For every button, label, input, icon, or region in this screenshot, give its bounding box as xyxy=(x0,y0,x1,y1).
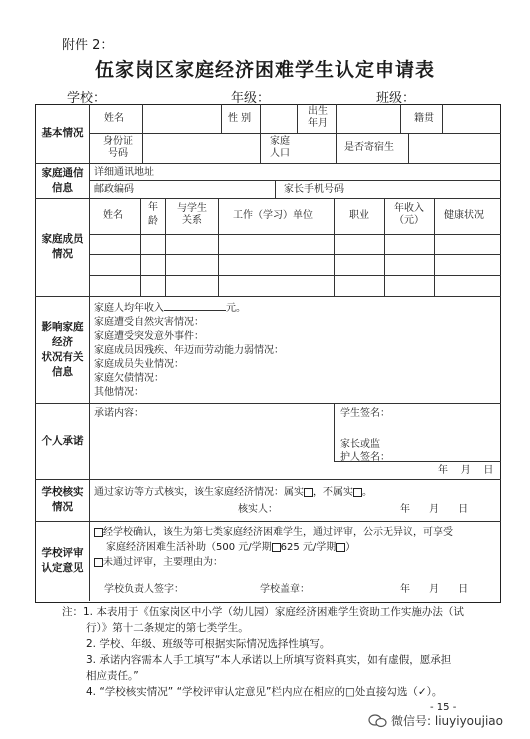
debt-item: 家庭欠债情况： xyxy=(94,373,164,384)
col-age: 年 龄 xyxy=(148,202,158,227)
verification-statement: 通过家访等方式核实，该生家庭经济情况：属实 ，不属实 。 xyxy=(94,487,372,498)
note-3-cont: 相应责任。” xyxy=(86,670,139,682)
attachment-label: 附件 2： xyxy=(62,38,114,53)
grade-label: 年级： xyxy=(231,91,271,106)
principal-signature-label: 学校负责人签字： xyxy=(104,584,184,595)
school-label: 学校： xyxy=(67,91,107,106)
section-economic-factors: 影响家庭 经济 状况有关 信息 xyxy=(41,321,84,378)
accident-item: 家庭遭受突发意外事件： xyxy=(94,331,204,342)
postcode-label: 邮政编码 xyxy=(94,184,134,195)
disability-item: 家庭成员因残疾、年迈而劳动能力弱情况： xyxy=(94,345,284,356)
origin-label: 籍贯 xyxy=(414,113,434,124)
address-label: 详细通讯地址 xyxy=(94,167,154,178)
watermark-text: 微信号: liuyiyoujiao xyxy=(391,714,503,728)
col-relation: 与学生 关系 xyxy=(177,203,207,226)
natural-disaster-item: 家庭遭受自然灾害情况： xyxy=(94,317,204,328)
other-item: 其他情况： xyxy=(94,387,144,398)
boarding-label: 是否寄宿生 xyxy=(344,142,394,153)
note-2: 2. 学校、年级、班级等可根据实际情况选择性填写。 xyxy=(86,638,331,650)
false-checkbox[interactable] xyxy=(353,488,362,497)
review-date: 年 月 日 xyxy=(400,584,469,595)
form-title: 伍家岗区家庭经济困难学生认定申请表 xyxy=(94,59,435,81)
gender-label: 性 别 xyxy=(228,113,252,124)
rejected-checkbox[interactable] xyxy=(94,558,103,567)
section-basic-info: 基本情况 xyxy=(41,127,84,139)
col-work-unit: 工作（学习）单位 xyxy=(233,210,313,221)
approved-checkbox[interactable] xyxy=(94,528,103,537)
factors-list xyxy=(94,300,284,400)
col-health: 健康状况 xyxy=(444,210,484,221)
note-1-cont: 行）》第十二条规定的第七类学生。 xyxy=(86,622,249,634)
subsidy-500-checkbox[interactable] xyxy=(336,543,345,552)
note-4: 4. “学校核实情况” “学校评审认定意见”栏内应在相应的□处直接勾选（✓）。 xyxy=(86,686,443,698)
student-signature-label: 学生签名： xyxy=(340,408,390,419)
school-seal-label: 学校盖章： xyxy=(260,584,310,595)
subsidy-625-checkbox[interactable] xyxy=(272,543,281,552)
col-occupation: 职业 xyxy=(349,210,369,221)
pledge-date: 年 月 日 xyxy=(438,465,494,476)
section-school-verification: 学校核实 情况 xyxy=(41,486,84,513)
note-3: 3. 承诺内容需本人手工填写“本人承诺以上所填写资料真实，如有虚假，愿承担 xyxy=(86,654,452,666)
section-personal-pledge: 个人承诺 xyxy=(41,435,84,447)
pledge-content-label: 承诺内容： xyxy=(94,408,144,419)
note-1: 注：1. 本表用于《伍家岗区中小学（幼儿园）家庭经济困难学生资助工作实施办法（试 xyxy=(62,606,464,618)
col-name: 姓名 xyxy=(103,210,123,221)
unemployment-item: 家庭成员失业情况： xyxy=(94,359,184,370)
section-family-members: 家庭成员 情况 xyxy=(41,233,84,260)
family-size-label: 家庭 人口 xyxy=(270,136,290,159)
birth-label: 出生 年月 xyxy=(308,106,328,129)
form-notes xyxy=(62,604,507,700)
wechat-icon xyxy=(368,714,388,728)
wechat-watermark xyxy=(368,712,503,729)
parent-phone-label: 家长手机号码 xyxy=(284,184,344,195)
per-capita-income: 家庭人均年收入 元。 xyxy=(94,300,284,316)
section-school-review: 学校评审 认定意见 xyxy=(41,547,84,574)
class-label: 班级： xyxy=(376,91,416,106)
true-checkbox[interactable] xyxy=(304,488,313,497)
col-income: 年收入 （元） xyxy=(394,203,424,226)
verification-date: 年 月 日 xyxy=(400,504,469,515)
section-contact-info: 家庭通信 信息 xyxy=(41,167,84,194)
verifier-label: 核实人： xyxy=(238,504,278,515)
page-number: - 15 - xyxy=(430,702,457,713)
id-number-label: 身份证 号码 xyxy=(103,136,133,159)
guardian-signature-label: 家长或监 护人签名： xyxy=(340,439,390,463)
name-label: 姓名 xyxy=(104,113,124,124)
review-options: 经学校确认，该生为第七类家庭经济困难学生，通过评审，公示无异议，可享受 家庭经济困难生活补助（500 元/学期 625 元/学期 ） 未通过评审，主要理由为： xyxy=(94,525,453,570)
